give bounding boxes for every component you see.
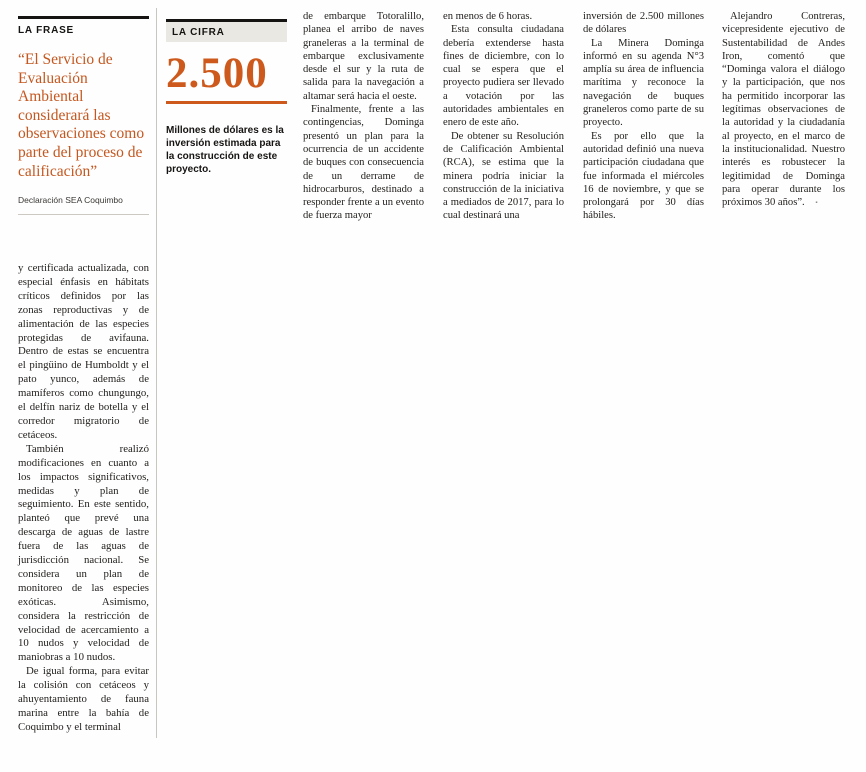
la-frase-quote: “El Servicio de Evaluación Ambiental considerará las observaciones como parte del proceso de calificación” <box>18 51 145 180</box>
vertical-divider <box>156 8 157 738</box>
la-cifra-description: Millones de dólares es la inversión estimada para la construcción de este proyecto. <box>166 125 284 175</box>
paragraph: De obtener su Resolución de Calificación Ambiental (RCA), se estima que la minera podría iniciar la construcción de la iniciativa a mediados de 2017, para lo cual destinará una <box>443 130 564 222</box>
la-frase-box <box>18 16 149 215</box>
paragraph: en menos de 6 horas. <box>443 11 533 22</box>
paragraph: Es por ello que la autoridad definió una nueva participación ciudadana que fue informada el miércoles 16 de noviembre, y que se prolongará por 30 días hábiles. <box>583 130 704 222</box>
paragraph <box>722 10 845 210</box>
article-column-4 <box>722 10 845 210</box>
paragraph: La Minera Dominga informó en su agenda N°3 amplía su área de influencia marítima y reconoce la navegación de buques graneleros como parte de su proyecto. <box>583 37 704 129</box>
la-cifra-box <box>166 19 287 176</box>
la-cifra-number: 2.500 <box>166 50 268 97</box>
paragraph: También realizó modificaciones en cuanto a los impactos significativos, medidas y plan de seguimiento. En este sentido, planteó que prevé una descarga de aguas de lastre fuera de las aguas de jurisdicción nacional. Se considera un plan de monitoreo de las especies exóticas. Asimismo, considera la restricción de velocidad de acercamiento a 10 nudos y velocidad de maniobras a 10 nudos. <box>18 442 149 664</box>
la-frase-bottom-rule <box>18 214 149 215</box>
paragraph: y certificada actualizada, con especial énfasis en hábitats críticos definidos por las zonas reproductivas y de alimentación de las especies protegidas de avifauna. Dentro de estas se encuentra el pingüino de Humboldt y el pato yunco, además de mamíferos como chungungo, el delfín nariz de botella y el corredor migratorio de cetáceos. <box>18 262 149 441</box>
article-column-3 <box>583 10 704 223</box>
paragraph: de embarque Totoralillo, planea el arribo de naves graneleras a la terminal de embarque exclusivamente desde el sur y la ruta de salida para la navegación a altamar será hacia el oeste. <box>303 11 424 102</box>
paragraph: Finalmente, frente a las contingencias, Dominga presentó un plan para la ocurrencia de un accidente de buques con consecuencia de un derrame de hidrocarburos, destinado a responder frente a un evento de fuerza mayor <box>303 104 424 222</box>
end-of-article-mark: ▪ <box>815 200 818 207</box>
article-column-1 <box>303 10 424 223</box>
paragraph: inversión de 2.500 millones de dólares <box>583 11 704 36</box>
paragraph-text: Alejandro Contreras, vicepresidente ejecutivo de Sustentabilidad de Andes Iron, comentó que “Dominga valora el diálogo y la participación, que nos ha permitido incorporar las legítimas observaciones de la autoridad y la ciudadanía al proyecto, en el marco de la institucionalidad. Nuestro interés es robustecer la legitimidad de Dominga para operar durante los próximos 30 años”. <box>722 11 845 209</box>
la-cifra-label: LA CIFRA <box>166 19 287 42</box>
la-frase-attribution: Declaración SEA Coquimbo <box>18 195 123 206</box>
la-cifra-rule <box>166 101 287 104</box>
la-frase-label: LA FRASE <box>18 25 75 36</box>
article-continuation-column <box>18 262 149 735</box>
article-column-2 <box>443 10 564 223</box>
paragraph: Esta consulta ciudadana debería extenderse hasta fines de diciembre, con lo cual se espera que el proyecto pudiera ser llevado a votación por las autoridades ambientales en enero de este año. <box>443 24 564 129</box>
paragraph: De igual forma, para evitar la colisión con cetáceos y ahuyentamiento de fauna marina entre la bahía de Coquimbo y el terminal <box>18 665 149 733</box>
